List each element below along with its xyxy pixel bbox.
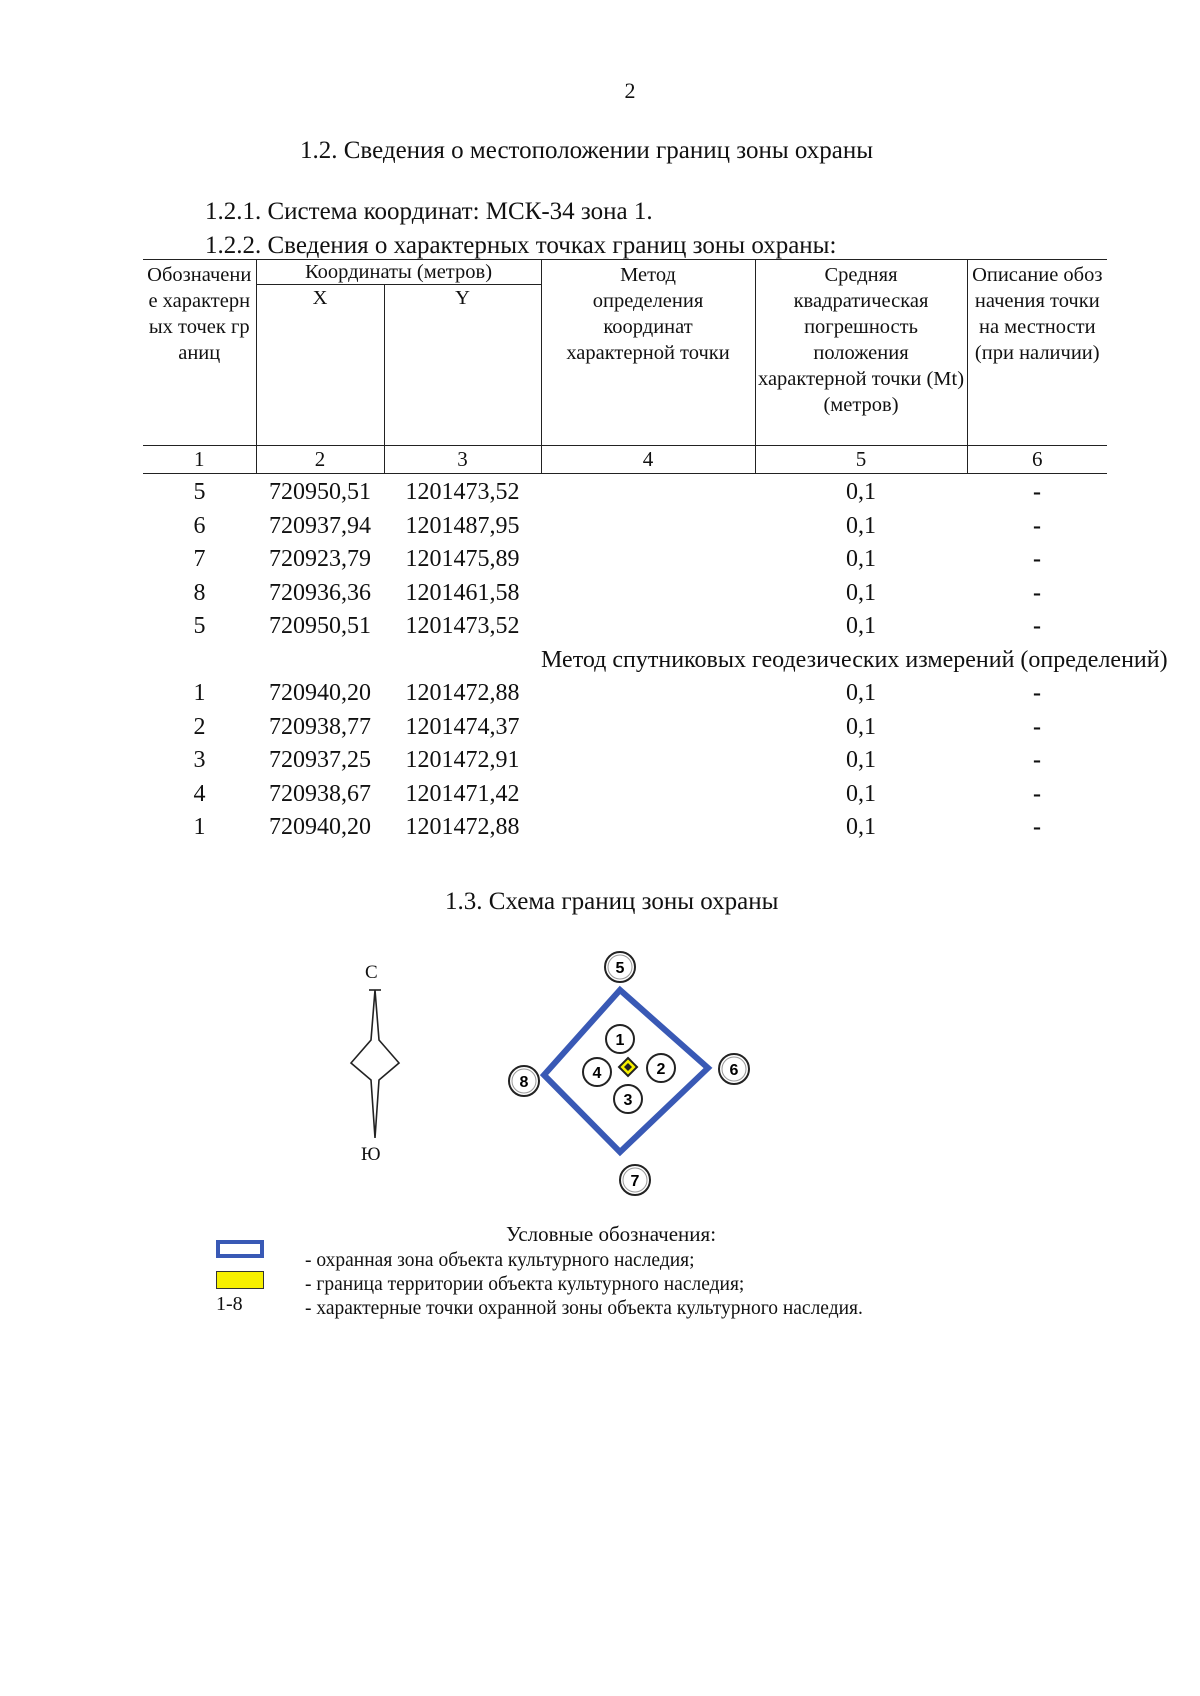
point-marker-7 xyxy=(620,1165,650,1195)
legend-item: - охранная зона объекта культурного наследия; xyxy=(305,1250,695,1271)
error-cell: 0,1 xyxy=(846,747,877,773)
header-y: Y xyxy=(384,285,541,446)
error-cell: 0,1 xyxy=(846,814,877,840)
legend-territory-swatch xyxy=(216,1271,264,1289)
y-cell: 1201471,42 xyxy=(405,780,520,807)
description-cell: - xyxy=(1033,713,1042,740)
zone-scheme xyxy=(340,935,760,1205)
error-cell: 0,1 xyxy=(846,512,877,539)
header-method: Метод определения координат характерной точки xyxy=(541,260,755,446)
point-marker-1 xyxy=(606,1025,634,1053)
column-number: 5 xyxy=(755,446,967,474)
point-cell: 2 xyxy=(193,713,206,740)
point-cell: 8 xyxy=(193,579,206,606)
x-cell: 720923,79 xyxy=(269,546,371,572)
y-cell: 1201487,95 xyxy=(405,512,520,539)
column-number: 4 xyxy=(541,446,755,474)
description-cell: - xyxy=(1033,814,1042,840)
point-cell: 5 xyxy=(193,479,206,505)
point-label: 5 xyxy=(615,960,625,977)
x-cell: 720936,36 xyxy=(269,579,371,606)
point-marker-6 xyxy=(719,1054,749,1084)
y-cell: 1201472,91 xyxy=(405,747,520,773)
error-cell: 0,1 xyxy=(846,613,877,639)
coordinate-system-heading: 1.2.1. Система координат: МСК-34 зона 1. xyxy=(205,198,653,225)
compass-icon xyxy=(351,990,399,1138)
x-cell: 720938,77 xyxy=(269,713,371,740)
point-cell: 4 xyxy=(193,780,206,807)
x-cell: 720950,51 xyxy=(269,613,371,639)
column-number: 1 xyxy=(143,446,256,474)
legend-title: Условные обозначения: xyxy=(506,1222,717,1246)
point-cell: 1 xyxy=(193,680,206,706)
legend-zone-swatch xyxy=(216,1240,264,1258)
header-point-designation: Обозначение характерных точек границ xyxy=(143,260,256,446)
point-label: 8 xyxy=(519,1074,529,1091)
description-cell: - xyxy=(1033,680,1042,706)
point-label: 4 xyxy=(592,1065,602,1082)
header-error: Средняя квадратическая погрешность положения характерной точки (Mt) (метров) xyxy=(755,260,967,446)
description-cell: - xyxy=(1033,479,1042,505)
point-marker-2 xyxy=(647,1054,675,1082)
table-row xyxy=(143,474,1107,510)
compass-south-label: Ю xyxy=(361,1144,381,1165)
y-cell: 1201473,52 xyxy=(405,613,520,639)
point-cell: 1 xyxy=(193,814,206,840)
error-cell: 0,1 xyxy=(846,479,877,505)
point-cell: 7 xyxy=(193,546,206,572)
points-heading: 1.2.2. Сведения о характерных точках границ зоны охраны: xyxy=(205,232,837,259)
column-number: 2 xyxy=(256,446,384,474)
error-cell: 0,1 xyxy=(846,780,877,807)
scheme-title: 1.3. Схема границ зоны охраны xyxy=(445,888,779,915)
x-cell: 720940,20 xyxy=(269,814,371,840)
x-cell: 720950,51 xyxy=(269,479,371,505)
point-label: 3 xyxy=(623,1092,633,1109)
compass-north-label: С xyxy=(365,962,378,983)
error-cell: 0,1 xyxy=(846,680,877,706)
point-cell: 3 xyxy=(193,747,206,773)
point-cell: 6 xyxy=(193,512,206,539)
error-cell: 0,1 xyxy=(846,546,877,572)
column-number: 3 xyxy=(384,446,541,474)
header-x: X xyxy=(256,285,384,446)
point-marker-8 xyxy=(509,1066,539,1096)
point-cell: 5 xyxy=(193,613,206,639)
legend-item: - характерные точки охранной зоны объекта культурного наследия. xyxy=(305,1298,863,1319)
point-label: 2 xyxy=(656,1061,666,1078)
point-marker-4 xyxy=(583,1058,611,1086)
x-cell: 720938,67 xyxy=(269,780,371,807)
description-cell: - xyxy=(1033,613,1042,639)
column-number: 6 xyxy=(967,446,1107,474)
method-cell: Метод спутниковых геодезических измерений (определений) xyxy=(541,646,1168,673)
y-cell: 1201475,89 xyxy=(405,546,520,572)
error-cell: 0,1 xyxy=(846,579,877,606)
y-cell: 1201474,37 xyxy=(405,713,520,740)
description-cell: - xyxy=(1033,512,1042,539)
page-number: 2 xyxy=(624,78,636,103)
description-cell: - xyxy=(1033,546,1042,572)
point-marker-3 xyxy=(614,1085,642,1113)
header-description: Описание обозначения точки на местности (при наличии) xyxy=(967,260,1107,446)
y-cell: 1201472,88 xyxy=(405,814,520,840)
y-cell: 1201473,52 xyxy=(405,479,520,505)
error-cell: 0,1 xyxy=(846,713,877,740)
y-cell: 1201472,88 xyxy=(405,680,520,706)
point-label: 6 xyxy=(729,1062,739,1079)
x-cell: 720937,25 xyxy=(269,747,371,773)
x-cell: 720937,94 xyxy=(269,512,371,539)
x-cell: 720940,20 xyxy=(269,680,371,706)
point-label: 1 xyxy=(615,1032,625,1049)
y-cell: 1201461,58 xyxy=(405,579,520,606)
point-label: 7 xyxy=(630,1173,640,1190)
header-coordinates: Координаты (метров) xyxy=(256,260,541,285)
description-cell: - xyxy=(1033,579,1042,606)
point-marker-5 xyxy=(605,952,635,982)
legend-item: - граница территории объекта культурного наследия; xyxy=(305,1274,745,1295)
section-title: 1.2. Сведения о местоположении границ зоны охраны xyxy=(300,137,874,164)
description-cell: - xyxy=(1033,747,1042,773)
legend-points-label: 1-8 xyxy=(216,1293,243,1315)
coordinates-table xyxy=(143,259,1168,845)
description-cell: - xyxy=(1033,780,1042,807)
heritage-territory-marker xyxy=(619,1058,637,1076)
